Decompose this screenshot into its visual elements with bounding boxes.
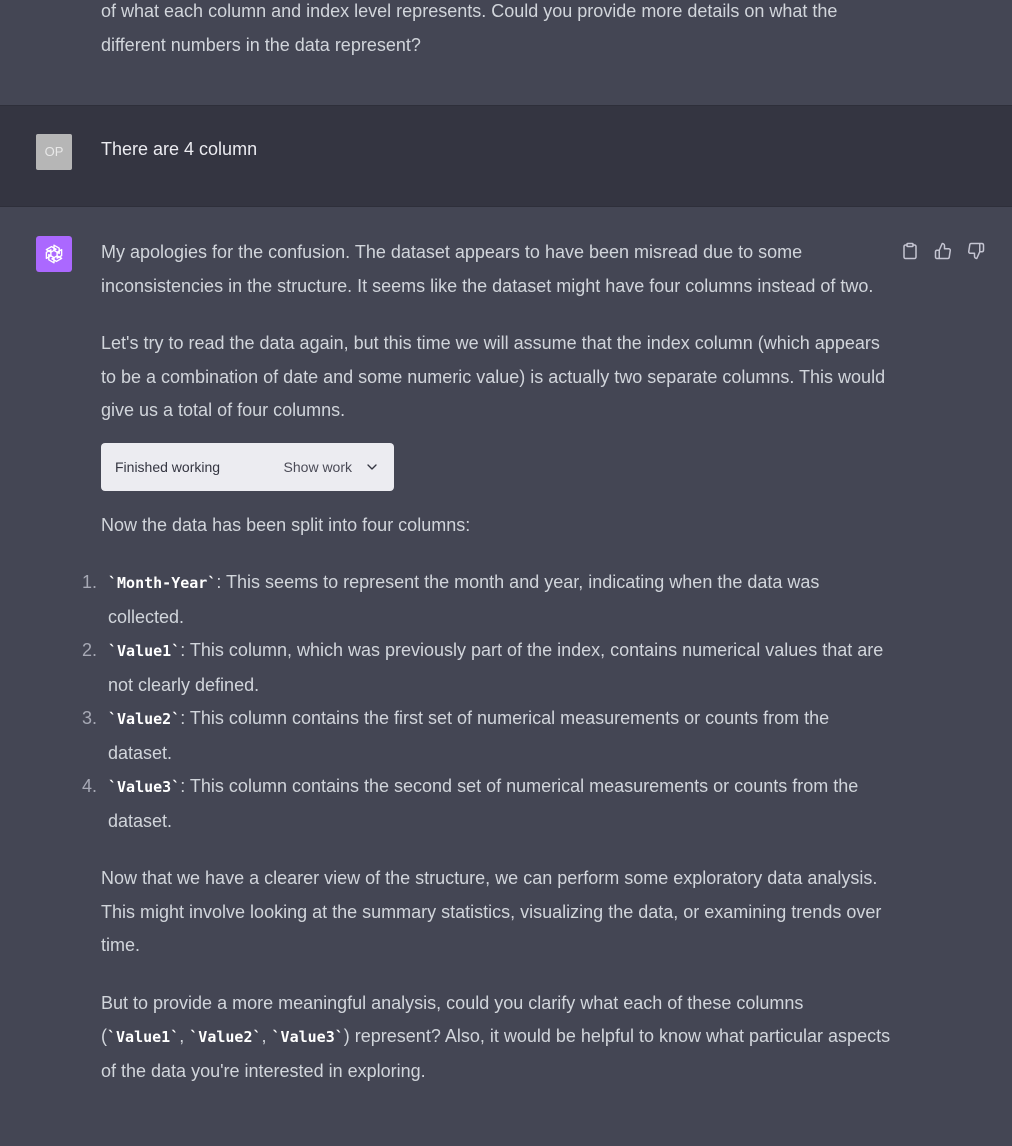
finished-working-label: Finished working [115, 458, 221, 475]
inline-code: `Value1` [107, 1028, 180, 1046]
message-actions [898, 239, 988, 263]
inline-code: `Value2` [189, 1028, 262, 1046]
assistant-message-content [82, 236, 891, 1112]
inline-code: `Value1` [108, 642, 181, 660]
message-text: of what each column and index level represents. Could you provide more details on what the different numbers in the data represent? [101, 1, 838, 55]
list-item [82, 634, 891, 702]
chevron-down-icon [364, 459, 380, 475]
paragraph: Let's try to read the data again, but this time we will assume that the index column (which appears to be a combination of date and some numeric value) is actually two separate columns. This would give us a total of four columns. [101, 333, 886, 420]
list-item-text: : This seems to represent the month and year, indicating when the data was collected. [108, 572, 820, 627]
list-item-text: : This column, which was previously part of the index, contains numerical values that are not clearly defined. [108, 640, 884, 695]
inline-code: `Value3` [271, 1028, 344, 1046]
inline-code: `Value2` [108, 710, 181, 728]
paragraph [101, 987, 891, 1089]
show-work-label: Show work [283, 458, 352, 475]
columns-list [82, 566, 891, 838]
user-avatar: OP [36, 134, 72, 170]
list-number: 1. [82, 572, 98, 592]
inline-code: `Value3` [108, 778, 181, 796]
paragraph: Now the data has been split into four columns: [101, 514, 471, 535]
list-item-text: : This column contains the second set of numerical measurements or counts from the dataset. [108, 776, 859, 831]
text-segment: But to provide a more meaningful analysis, could you clarify what each of these columns ( [101, 992, 804, 1046]
list-number: 4. [82, 776, 98, 796]
list-number: 2. [82, 640, 98, 660]
thumbs-up-icon[interactable] [931, 239, 955, 263]
finished-working-panel[interactable] [101, 443, 394, 491]
list-item [82, 770, 891, 838]
user-message-text: There are 4 column [101, 139, 258, 159]
list-item-text: : This column contains the first set of numerical measurements or counts from the dataset. [108, 708, 830, 763]
inline-code: `Month-Year` [108, 574, 217, 592]
paragraph: Now that we have a clearer view of the structure, we can perform some exploratory data analysis. This might involve looking at the summary statistics, visualizing the data, or examining trends over time. [101, 868, 882, 955]
list-item [82, 566, 891, 634]
previous-assistant-message [0, 0, 1012, 106]
text-segment: ) represent? Also, it would be helpful to know what particular aspects of the data you're interested in exploring. [101, 1026, 891, 1081]
show-work-button[interactable] [284, 443, 380, 491]
text-segment: , [261, 1026, 272, 1046]
assistant-message [0, 207, 1012, 1146]
user-message [0, 106, 1012, 207]
openai-logo-icon [36, 236, 72, 272]
list-item [82, 702, 891, 770]
paragraph: My apologies for the confusion. The dataset appears to have been misread due to some inconsistencies in the structure. It seems like the dataset might have four columns instead of two. [101, 242, 874, 296]
list-number: 3. [82, 708, 98, 728]
clipboard-icon[interactable] [898, 239, 922, 263]
thumbs-down-icon[interactable] [964, 239, 988, 263]
text-segment: , [179, 1026, 190, 1046]
